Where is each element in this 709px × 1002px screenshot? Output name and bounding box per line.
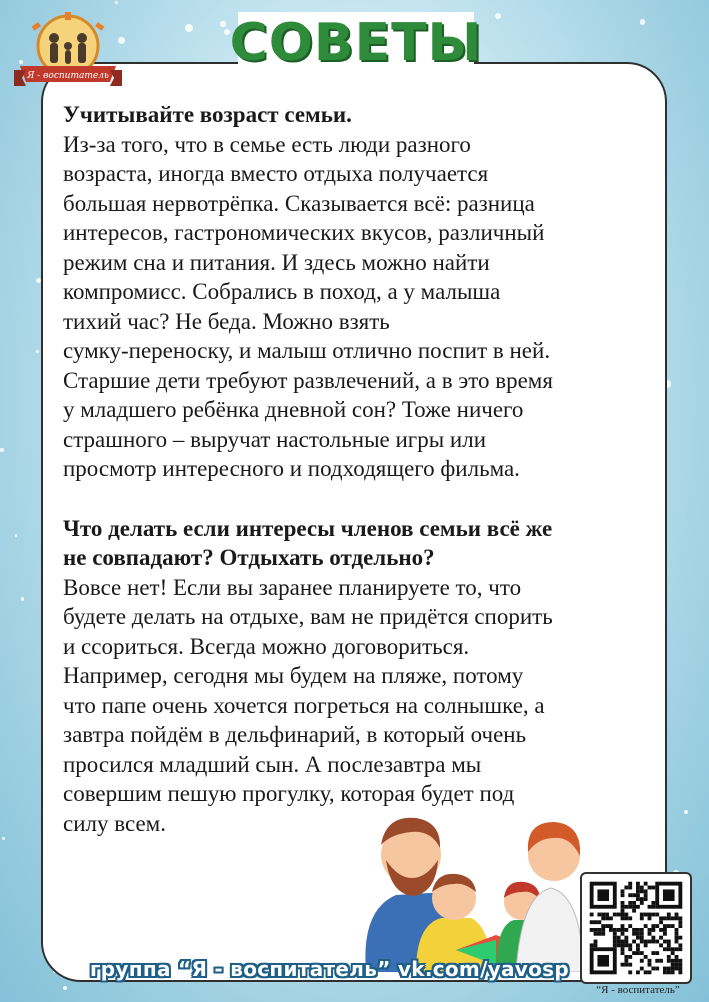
text-line: компромисс. Собрались в поход, а у малыша [63, 279, 501, 304]
footer-group-link[interactable]: группа “Я - воспитатель” vk.com/yavosp [90, 957, 570, 981]
text-line: возраста, иногда вместо отдыха получается [63, 161, 489, 186]
text-line: просмотр интересного и подходящего фильма. [63, 456, 520, 481]
section2-heading: не совпадают? Отдыхать отдельно? [63, 545, 435, 570]
section1-heading: Учитывайте возраст семьи. [63, 102, 352, 127]
text-line: страшного – выручат настольные игры или [63, 426, 487, 452]
qr-caption: “Я - воспитатель” [596, 984, 680, 996]
text-line: Старшие дети требуют развлечений, а в это время [63, 367, 553, 393]
text-line: сумку-переноску, и малыш отлично поспит в ней. [63, 338, 551, 363]
logo-text: Я - воспитатель [27, 71, 109, 81]
text-line: будете делать на отдыхе, вам не придётся спорить [63, 604, 553, 629]
section2-heading: Что делать если интересы членов семьи всё же [63, 515, 553, 541]
page-title: СОВЕТЫ [229, 13, 483, 73]
text-line: Из-за того, что в семье есть люди разного [63, 131, 471, 157]
text-line: совершим пешую прогулку, которая будет под [63, 781, 515, 806]
text-line: Например, сегодня мы будем на пляже, потому [63, 663, 524, 688]
text-line: тихий час? Не беда. Можно взять [63, 308, 390, 334]
qr-code-icon [580, 872, 692, 984]
text-line: что папе очень хочется погреться на солнышке, а [63, 692, 545, 718]
text-line: завтра пойдём в дельфинарий, в который очень [63, 722, 527, 747]
text-line: и ссориться. Всегда можно договориться. [63, 633, 470, 659]
text-line: силу всем. [63, 810, 166, 836]
text-line: просился младший сын. А послезавтра мы [63, 751, 482, 777]
content-text [63, 100, 653, 838]
text-line: режим сна и питания. И здесь можно найти [63, 249, 490, 275]
text-line: интересов, гастрономических вкусов, различный [63, 220, 545, 245]
title-banner [229, 12, 483, 74]
text-line: у младшего ребёнка дневной сон? Тоже ничего [63, 397, 524, 422]
family-illustration-icon [356, 800, 586, 972]
text-line: Вовсе нет! Если вы заранее планируете то, что [63, 574, 522, 600]
text-line: большая нервотрёпка. Сказывается всё: разница [63, 190, 535, 216]
family-logo-icon [12, 10, 124, 92]
